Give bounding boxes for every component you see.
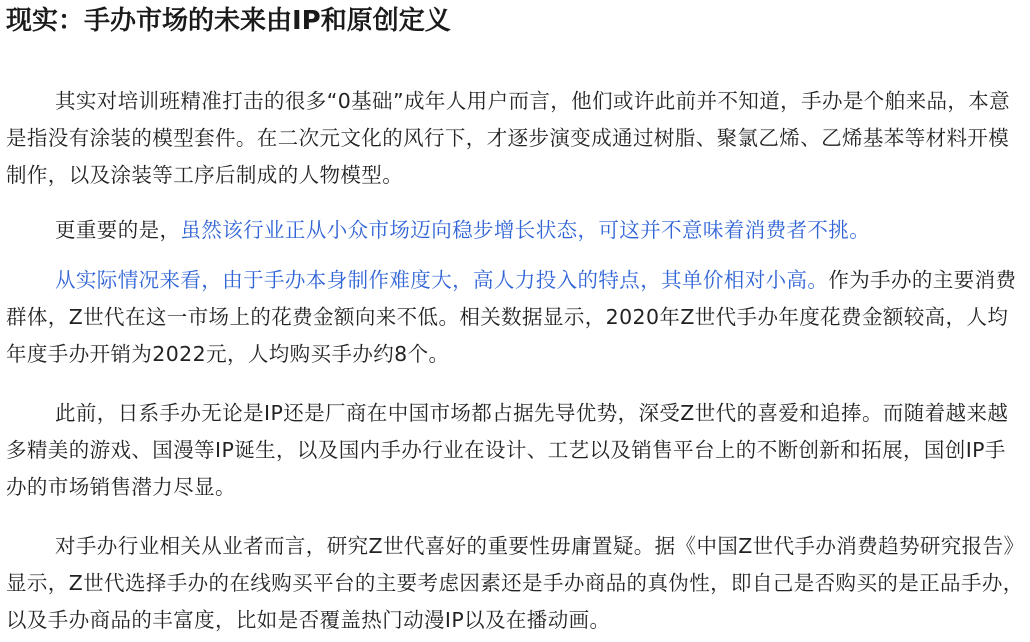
paragraph-5: 对手办行业相关从业者而言，研究Z世代喜好的重要性毋庸置疑。据《中国Z世代手办消费趋势研究报告》显示，Z世代选择手办的在线购买平台的主要考虑因素还是手办商品的真伪性，即自己是否购买的是正品手办，以及手办商品的丰富度，比如是否覆盖热门动漫IP以及在播动画。 [6, 534, 1025, 632]
paragraph-4: 此前，日系手办无论是IP还是厂商在中国市场都占据先导优势，深受Z世代的喜爱和追捧。而随着越来越多精美的游戏、国漫等IP诞生，以及国内手办行业在设计、工艺以及销售平台上的不断创新和拓展，国创IP手办的市场销售潜力尽显。 [6, 401, 1009, 499]
paragraph-1: 其实对培训班精准打击的很多“0基础”成年人用户而言，他们或许此前并不知道，手办是个舶来品，本意是指没有涂装的模型套件。在二次元文化的风行下，才逐步演变成通过树脂、聚氯乙烯、乙烯基苯等材料开模制作，以及涂装等工序后制成的人物模型。 [6, 89, 1011, 187]
paragraph-3 [6, 262, 1026, 373]
paragraph-2-highlight: 虽然该行业正从小众市场迈向稳步增长状态，可这并不意味着消费者不挑。 [180, 218, 871, 242]
paragraph-2 [6, 212, 1026, 249]
article-heading: 现实：手办市场的未来由IP和原创定义 [6, 6, 451, 36]
paragraph-2-lead: 更重要的是， [55, 218, 181, 242]
paragraph-3-rest: 作为手办的主要消费群体，Z世代在这一市场上的花费金额向来不低。相关数据显示，2020年Z世代手办年度花费金额较高，人均年度手办开销为2022元，人均购买手办约8个。 [6, 268, 1017, 366]
paragraph-3-highlight: 从实际情况来看，由于手办本身制作难度大，高人力投入的特点，其单价相对小高。 [55, 268, 829, 292]
